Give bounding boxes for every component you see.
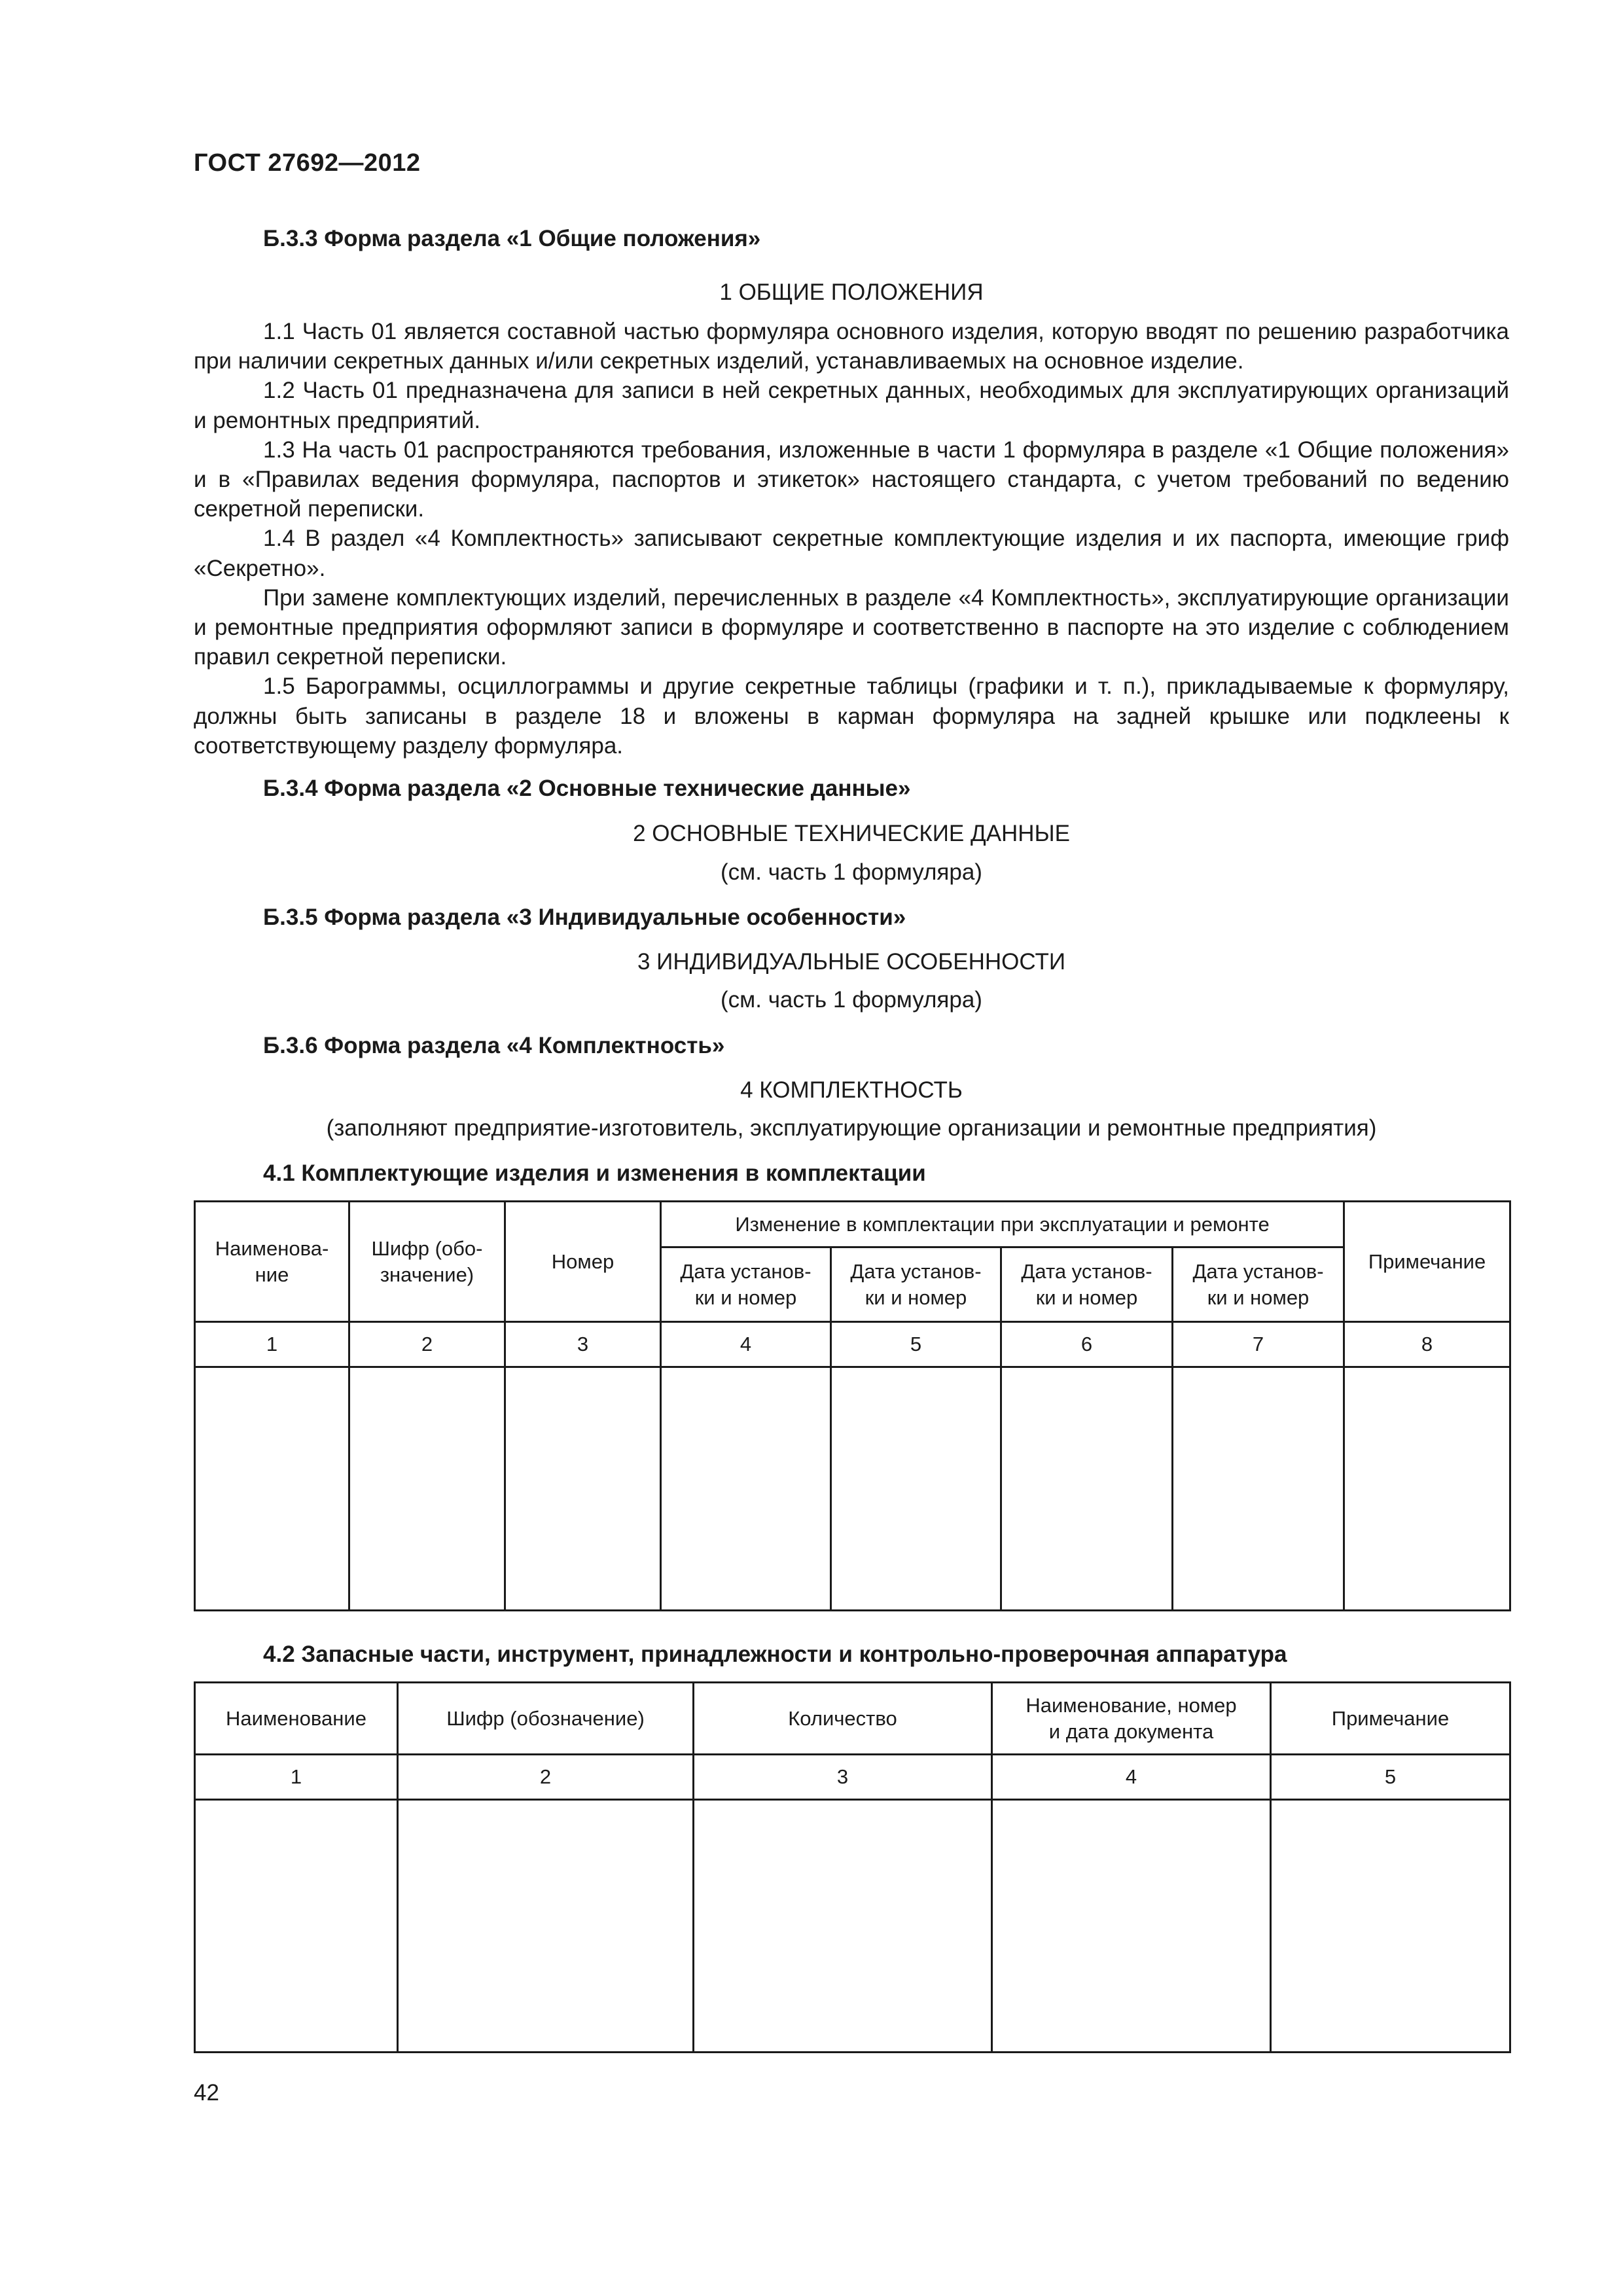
section-title-completeness: 4 КОМПЛЕКТНОСТЬ	[740, 1077, 963, 1103]
empty-cell	[398, 1800, 694, 2053]
empty-cell	[831, 1367, 1001, 1611]
empty-cell	[661, 1367, 831, 1611]
header-install-date: Дата установ- ки и номер	[831, 1247, 1001, 1322]
empty-cell	[694, 1800, 992, 2053]
header-change-group: Изменение в комплектации при эксплуатации и ремонте	[661, 1202, 1344, 1247]
header-install-date: Дата установ- ки и номер	[661, 1247, 831, 1322]
section-title-tech-data: 2 ОСНОВНЫЕ ТЕХНИЧЕСКИЕ ДАННЫЕ	[633, 821, 1070, 846]
empty-cell	[505, 1367, 661, 1611]
header-quantity: Количество	[694, 1683, 992, 1755]
column-number: 4	[992, 1755, 1271, 1800]
table-row-empty	[195, 1800, 1510, 2053]
header-number: Номер	[505, 1202, 661, 1322]
document-id: ГОСТ 27692—2012	[194, 149, 421, 177]
spare-parts-table	[194, 1681, 1511, 2053]
column-number: 6	[1001, 1322, 1173, 1367]
header-install-date: Дата установ- ки и номер	[1001, 1247, 1173, 1322]
column-number: 7	[1173, 1322, 1344, 1367]
empty-cell	[195, 1367, 349, 1611]
subhead-b33: Б.3.3 Форма раздела «1 Общие положения»	[263, 226, 761, 251]
header-code: Шифр (обо- значение)	[349, 1202, 505, 1322]
empty-cell	[1271, 1800, 1510, 2053]
header-code: Шифр (обозначение)	[398, 1683, 694, 1755]
header-note: Примечание	[1344, 1202, 1510, 1322]
column-number: 5	[1271, 1755, 1510, 1800]
column-number: 3	[505, 1322, 661, 1367]
empty-cell	[195, 1800, 398, 2053]
paragraph: 1.1 Часть 01 является составной частью формуляра основного изделия, которую вводят по решению разработчика при наличии секретных данных и/или секретных изделий, устанавливаемых на основное изделие.	[194, 319, 1509, 374]
column-number: 1	[195, 1322, 349, 1367]
empty-cell	[1173, 1367, 1344, 1611]
section-title-features: 3 ИНДИВИДУАЛЬНЫЕ ОСОБЕННОСТИ	[637, 949, 1066, 975]
table1-title: 4.1 Комплектующие изделия и изменения в комплектации	[263, 1160, 926, 1186]
paragraph: 1.4 В раздел «4 Комплектность» записывают секретные комплектующие изделия и их паспорта, имеющие гриф «Секретно».	[194, 526, 1509, 581]
general-provisions-text	[194, 317, 1509, 761]
header-name: Наименова- ние	[195, 1202, 349, 1322]
column-number: 2	[398, 1755, 694, 1800]
paragraph: При замене комплектующих изделий, перечисленных в разделе «4 Комплектность», эксплуатирующие организации и ремонтные предприятия оформляют записи в формуляре и соответственно в паспорте на это изделие с соблюдением правил секретной переписки.	[194, 584, 1509, 670]
header-note: Примечание	[1271, 1683, 1510, 1755]
section-note-features: (см. часть 1 формуляра)	[721, 987, 982, 1013]
column-number: 2	[349, 1322, 505, 1367]
paragraph: 1.5 Барограммы, осциллограммы и другие секретные таблицы (графики и т. п.), прикладываемые к формуляру, должны быть записаны в разделе 18 и вложены в карман формуляра на задней крышке или подклеены к соответствующему разделу формуляра.	[194, 673, 1509, 759]
components-table	[194, 1200, 1511, 1611]
header-document: Наименование, номер и дата документа	[992, 1683, 1271, 1755]
empty-cell	[1001, 1367, 1173, 1611]
header-install-date: Дата установ- ки и номер	[1173, 1247, 1344, 1322]
subhead-b36: Б.3.6 Форма раздела «4 Комплектность»	[263, 1033, 725, 1058]
column-number: 3	[694, 1755, 992, 1800]
empty-cell	[349, 1367, 505, 1611]
column-number: 1	[195, 1755, 398, 1800]
column-number: 5	[831, 1322, 1001, 1367]
subhead-b34: Б.3.4 Форма раздела «2 Основные технические данные»	[263, 776, 911, 801]
paragraph: 1.2 Часть 01 предназначена для записи в ней секретных данных, необходимых для эксплуатирующих организаций и ремонтных предприятий.	[194, 378, 1509, 433]
section-title-general: 1 ОБЩИЕ ПОЛОЖЕНИЯ	[719, 279, 984, 305]
paragraph: 1.3 На часть 01 распространяются требования, изложенные в части 1 формуляра в разделе «1 Общие положения» и в «Правилах ведения формуляра, паспортов и этикеток» настоящего стандарта, с учетом требований по ведению секретной переписки.	[194, 437, 1509, 522]
subhead-b35: Б.3.5 Форма раздела «3 Индивидуальные особенности»	[263, 905, 906, 930]
empty-cell	[992, 1800, 1271, 2053]
table-row-empty	[195, 1367, 1510, 1611]
empty-cell	[1344, 1367, 1510, 1611]
column-number: 8	[1344, 1322, 1510, 1367]
section-note-completeness: (заполняют предприятие-изготовитель, эксплуатирующие организации и ремонтные предприятия)	[326, 1115, 1377, 1141]
page-number: 42	[194, 2080, 219, 2106]
header-name: Наименование	[195, 1683, 398, 1755]
section-note-tech-data: (см. часть 1 формуляра)	[721, 859, 982, 885]
column-number: 4	[661, 1322, 831, 1367]
table2-title: 4.2 Запасные части, инструмент, принадлежности и контрольно-проверочная аппаратура	[263, 1641, 1287, 1667]
